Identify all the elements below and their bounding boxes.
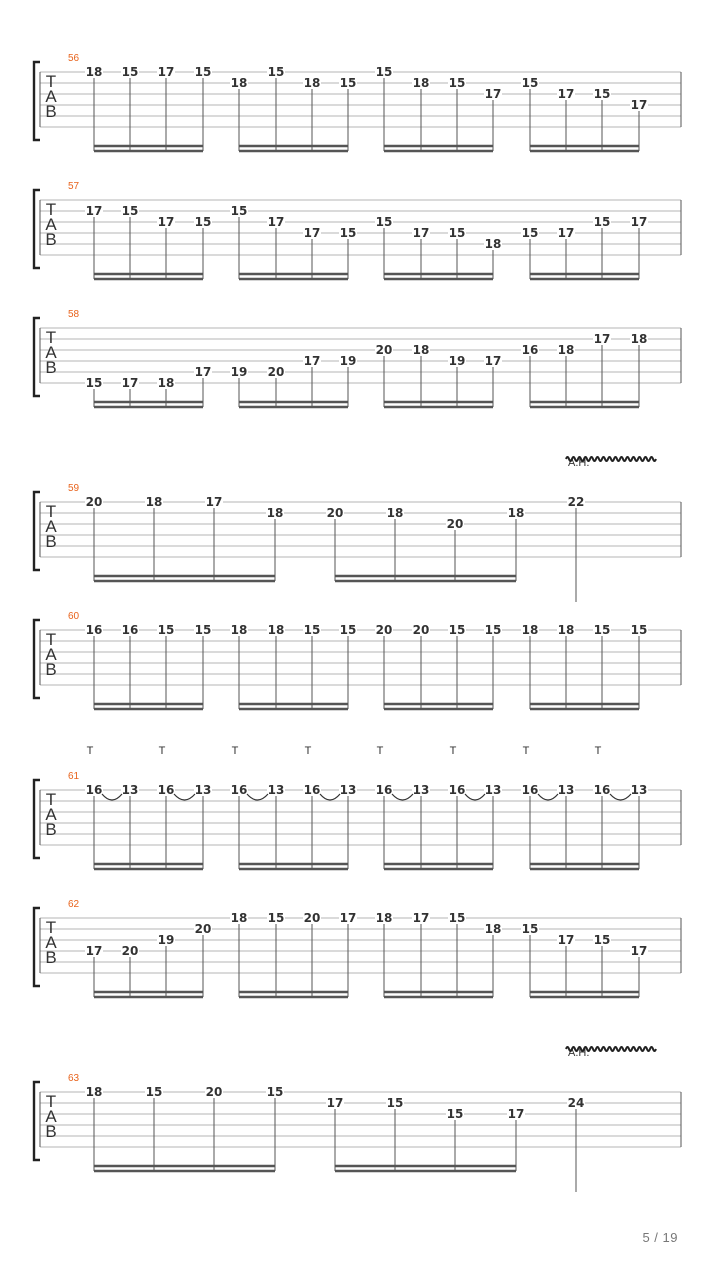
fret-number: 15 [593, 623, 611, 637]
fret-number: 17 [121, 376, 139, 390]
fret-number: 16 [521, 783, 539, 797]
slur [538, 794, 558, 800]
system-bracket [34, 62, 40, 140]
tab-system-63 [34, 1047, 681, 1192]
tap-marking: T [231, 745, 239, 757]
fret-number: 16 [85, 783, 103, 797]
fret-number: 18 [412, 343, 430, 357]
measure-number: 62 [68, 899, 80, 910]
fret-number: 17 [593, 332, 611, 346]
fret-number: 18 [266, 506, 284, 520]
fret-number: 15 [194, 65, 212, 79]
tab-letter-b: B [45, 820, 57, 839]
fret-number: 15 [593, 87, 611, 101]
fret-number: 17 [412, 911, 430, 925]
tab-system-56 [34, 53, 681, 151]
fret-number: 17 [303, 354, 321, 368]
slur [465, 794, 485, 800]
tap-marking: T [304, 745, 312, 757]
fret-number: 13 [267, 783, 285, 797]
fret-number: 15 [448, 226, 466, 240]
fret-number: 18 [85, 65, 103, 79]
tab-letter-a: A [45, 933, 57, 952]
fret-number: 17 [303, 226, 321, 240]
ah-label: A.H. [568, 457, 590, 469]
fret-number: 17 [484, 354, 502, 368]
fret-number: 17 [339, 911, 357, 925]
measure-number: 63 [68, 1073, 80, 1084]
fret-number: 13 [412, 783, 430, 797]
fret-number: 15 [121, 204, 139, 218]
tab-letter-a: A [45, 215, 57, 234]
fret-number: 15 [339, 76, 357, 90]
fret-number: 18 [557, 623, 575, 637]
fret-number: 18 [267, 623, 285, 637]
fret-number: 18 [386, 506, 404, 520]
fret-number: 17 [85, 944, 103, 958]
fret-number: 17 [157, 65, 175, 79]
page-number: 5 / 19 [642, 1230, 678, 1245]
fret-number: 13 [194, 783, 212, 797]
measure-number: 58 [68, 309, 80, 320]
tab-letter-b: B [45, 532, 57, 551]
fret-number: 15 [121, 65, 139, 79]
fret-number: 18 [230, 76, 248, 90]
measure-number: 56 [68, 53, 80, 64]
tab-letter-a: A [45, 343, 57, 362]
fret-number: 18 [484, 922, 502, 936]
fret-number: 19 [448, 354, 466, 368]
fret-number: 15 [375, 215, 393, 229]
fret-number: 15 [194, 623, 212, 637]
fret-number: 17 [194, 365, 212, 379]
fret-number: 20 [326, 506, 344, 520]
system-bracket [34, 1082, 40, 1160]
fret-number: 15 [630, 623, 648, 637]
tab-letter-t: T [45, 630, 57, 649]
fret-number: 19 [339, 354, 357, 368]
fret-number: 24 [567, 1096, 585, 1110]
fret-number: 15 [446, 1107, 464, 1121]
fret-number: 19 [157, 933, 175, 947]
tap-marking: T [158, 745, 166, 757]
tap-marking: T [86, 745, 94, 757]
fret-number: 20 [205, 1085, 223, 1099]
tab-system-58 [34, 309, 681, 407]
fret-number: 13 [630, 783, 648, 797]
fret-number: 17 [557, 87, 575, 101]
fret-number: 16 [303, 783, 321, 797]
tab-system-57 [34, 181, 681, 279]
fret-number: 16 [593, 783, 611, 797]
fret-number: 18 [375, 911, 393, 925]
fret-number: 17 [412, 226, 430, 240]
tab-letter-a: A [45, 645, 57, 664]
measure-number: 60 [68, 611, 80, 622]
fret-number: 16 [85, 623, 103, 637]
fret-number: 15 [303, 623, 321, 637]
tab-letter-b: B [45, 358, 57, 377]
fret-number: 16 [375, 783, 393, 797]
fret-number: 20 [375, 623, 393, 637]
fret-number: 18 [145, 495, 163, 509]
system-bracket [34, 492, 40, 570]
fret-number: 16 [230, 783, 248, 797]
tab-letter-t: T [45, 918, 57, 937]
fret-number: 15 [521, 922, 539, 936]
fret-number: 13 [484, 783, 502, 797]
fret-number: 17 [630, 944, 648, 958]
tab-letter-b: B [45, 660, 57, 679]
fret-number: 15 [145, 1085, 163, 1099]
fret-number: 13 [557, 783, 575, 797]
fret-number: 16 [448, 783, 466, 797]
system-bracket [34, 780, 40, 858]
fret-number: 17 [267, 215, 285, 229]
fret-number: 15 [266, 1085, 284, 1099]
fret-number: 18 [521, 623, 539, 637]
fret-number: 15 [194, 215, 212, 229]
tab-letter-t: T [45, 502, 57, 521]
tab-letter-a: A [45, 87, 57, 106]
tab-letter-t: T [45, 790, 57, 809]
fret-number: 17 [630, 98, 648, 112]
fret-number: 15 [386, 1096, 404, 1110]
slur [610, 794, 631, 800]
fret-number: 18 [484, 237, 502, 251]
fret-number: 15 [230, 204, 248, 218]
tap-marking: T [594, 745, 602, 757]
fret-number: 20 [194, 922, 212, 936]
fret-number: 20 [85, 495, 103, 509]
slur [320, 794, 340, 800]
fret-number: 15 [339, 623, 357, 637]
fret-number: 15 [375, 65, 393, 79]
tab-letter-t: T [45, 1092, 57, 1111]
system-bracket [34, 190, 40, 268]
fret-number: 15 [448, 911, 466, 925]
tab-system-60 [34, 611, 681, 709]
tap-marking: T [522, 745, 530, 757]
fret-number: 16 [157, 783, 175, 797]
fret-number: 15 [593, 215, 611, 229]
fret-number: 18 [230, 623, 248, 637]
tab-letter-a: A [45, 805, 57, 824]
tab-system-59 [34, 457, 681, 602]
tab-letter-t: T [45, 72, 57, 91]
measure-number: 57 [68, 181, 80, 192]
tab-system-61 [34, 745, 681, 869]
measure-number: 59 [68, 483, 80, 494]
fret-number: 17 [507, 1107, 525, 1121]
tab-letter-b: B [45, 948, 57, 967]
fret-number: 17 [157, 215, 175, 229]
fret-number: 15 [448, 76, 466, 90]
fret-number: 13 [121, 783, 139, 797]
fret-number: 13 [339, 783, 357, 797]
tab-letter-b: B [45, 102, 57, 121]
fret-number: 17 [557, 933, 575, 947]
fret-number: 18 [85, 1085, 103, 1099]
slur [392, 794, 413, 800]
fret-number: 15 [267, 911, 285, 925]
ah-label: A.H. [568, 1047, 590, 1059]
slur [174, 794, 195, 800]
measure-number: 61 [68, 771, 80, 782]
fret-number: 18 [630, 332, 648, 346]
fret-number: 20 [303, 911, 321, 925]
fret-number: 17 [205, 495, 223, 509]
system-bracket [34, 908, 40, 986]
fret-number: 15 [339, 226, 357, 240]
fret-number: 18 [230, 911, 248, 925]
fret-number: 18 [157, 376, 175, 390]
tab-letter-b: B [45, 230, 57, 249]
fret-number: 16 [121, 623, 139, 637]
fret-number: 17 [630, 215, 648, 229]
tab-letter-a: A [45, 1107, 57, 1126]
fret-number: 17 [326, 1096, 344, 1110]
fret-number: 15 [157, 623, 175, 637]
tab-letter-t: T [45, 200, 57, 219]
fret-number: 18 [507, 506, 525, 520]
fret-number: 15 [593, 933, 611, 947]
tap-marking: T [449, 745, 457, 757]
fret-number: 15 [448, 623, 466, 637]
fret-number: 17 [557, 226, 575, 240]
fret-number: 20 [446, 517, 464, 531]
fret-number: 20 [121, 944, 139, 958]
fret-number: 15 [521, 226, 539, 240]
tab-system-62 [34, 899, 681, 997]
fret-number: 19 [230, 365, 248, 379]
fret-number: 20 [375, 343, 393, 357]
fret-number: 22 [567, 495, 585, 509]
slur [102, 794, 122, 800]
tab-letter-t: T [45, 328, 57, 347]
tap-marking: T [376, 745, 384, 757]
system-bracket [34, 318, 40, 396]
fret-number: 15 [267, 65, 285, 79]
fret-number: 15 [85, 376, 103, 390]
tab-letter-b: B [45, 1122, 57, 1141]
fret-number: 15 [484, 623, 502, 637]
fret-number: 20 [412, 623, 430, 637]
fret-number: 18 [412, 76, 430, 90]
fret-number: 16 [521, 343, 539, 357]
slur [247, 794, 268, 800]
fret-number: 18 [303, 76, 321, 90]
fret-number: 15 [521, 76, 539, 90]
tab-letter-a: A [45, 517, 57, 536]
fret-number: 17 [484, 87, 502, 101]
fret-number: 17 [85, 204, 103, 218]
fret-number: 18 [557, 343, 575, 357]
system-bracket [34, 620, 40, 698]
fret-number: 20 [267, 365, 285, 379]
